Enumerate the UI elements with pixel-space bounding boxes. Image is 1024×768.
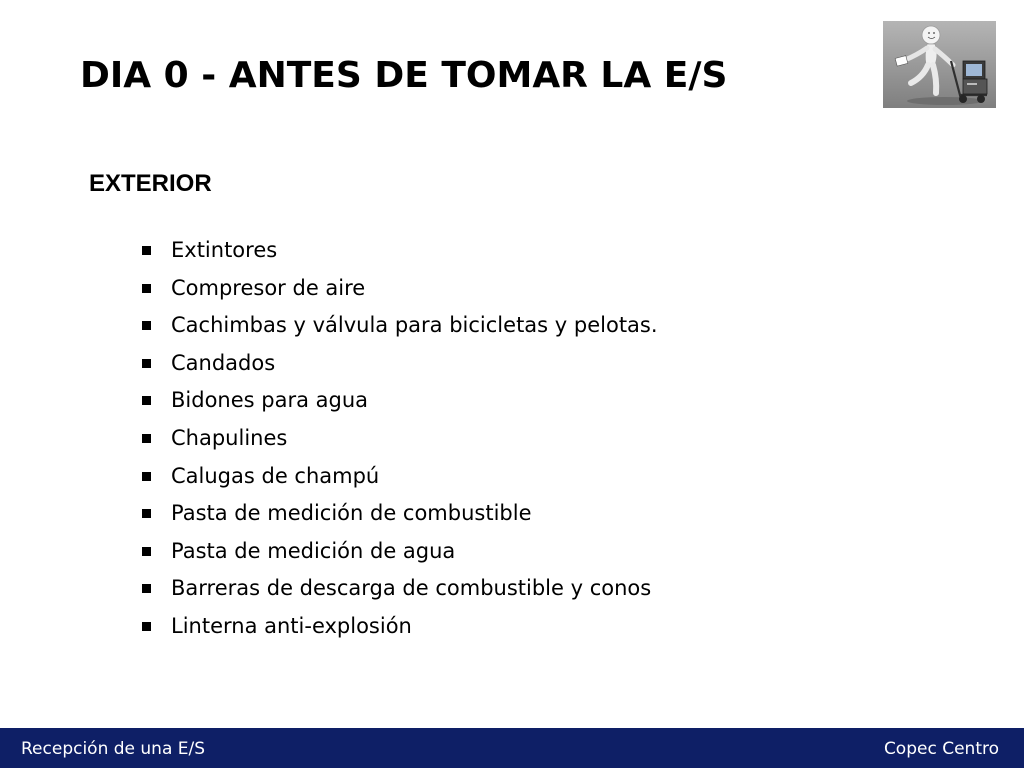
list-item	[136, 533, 658, 571]
list-item-label: Linterna anti-explosión	[171, 613, 412, 638]
list-item	[136, 608, 658, 646]
square-bullet-icon	[142, 472, 151, 481]
list-item	[136, 307, 658, 345]
list-item	[136, 345, 658, 383]
square-bullet-icon	[142, 321, 151, 330]
list-item-label: Cachimbas y válvula para bicicletas y pelotas.	[171, 313, 658, 338]
square-bullet-icon	[142, 396, 151, 405]
list-item	[136, 495, 658, 533]
list-item-label: Chapulines	[171, 425, 288, 450]
section-heading-exterior: EXTERIOR	[89, 170, 212, 197]
square-bullet-icon	[142, 359, 151, 368]
checklist	[136, 232, 658, 646]
square-bullet-icon	[142, 434, 151, 443]
square-bullet-icon	[142, 509, 151, 518]
square-bullet-icon	[142, 584, 151, 593]
list-item	[136, 232, 658, 270]
list-item-label: Barreras de descarga de combustible y conos	[171, 576, 652, 601]
slide-title: DIA 0 - ANTES DE TOMAR LA E/S	[80, 55, 728, 96]
figure-pushing-cart-icon	[883, 21, 996, 108]
footer-left-text: Recepción de una E/S	[21, 739, 206, 759]
list-item-label: Calugas de champú	[171, 463, 380, 488]
list-item-label: Pasta de medición de combustible	[171, 501, 532, 526]
square-bullet-icon	[142, 246, 151, 255]
list-item	[136, 458, 658, 496]
square-bullet-icon	[142, 284, 151, 293]
footer-right-text: Copec Centro	[883, 739, 999, 759]
list-item	[136, 420, 658, 458]
square-bullet-icon	[142, 622, 151, 631]
footer-bar	[0, 728, 1024, 768]
list-item	[136, 570, 658, 608]
list-item	[136, 270, 658, 308]
list-item-label: Compresor de aire	[171, 275, 366, 300]
square-bullet-icon	[142, 547, 151, 556]
list-item	[136, 382, 658, 420]
list-item-label: Extintores	[171, 238, 278, 262]
list-item-label: Bidones para agua	[171, 388, 369, 413]
list-item-label: Candados	[171, 350, 276, 375]
list-item-label: Pasta de medición de agua	[171, 538, 456, 563]
